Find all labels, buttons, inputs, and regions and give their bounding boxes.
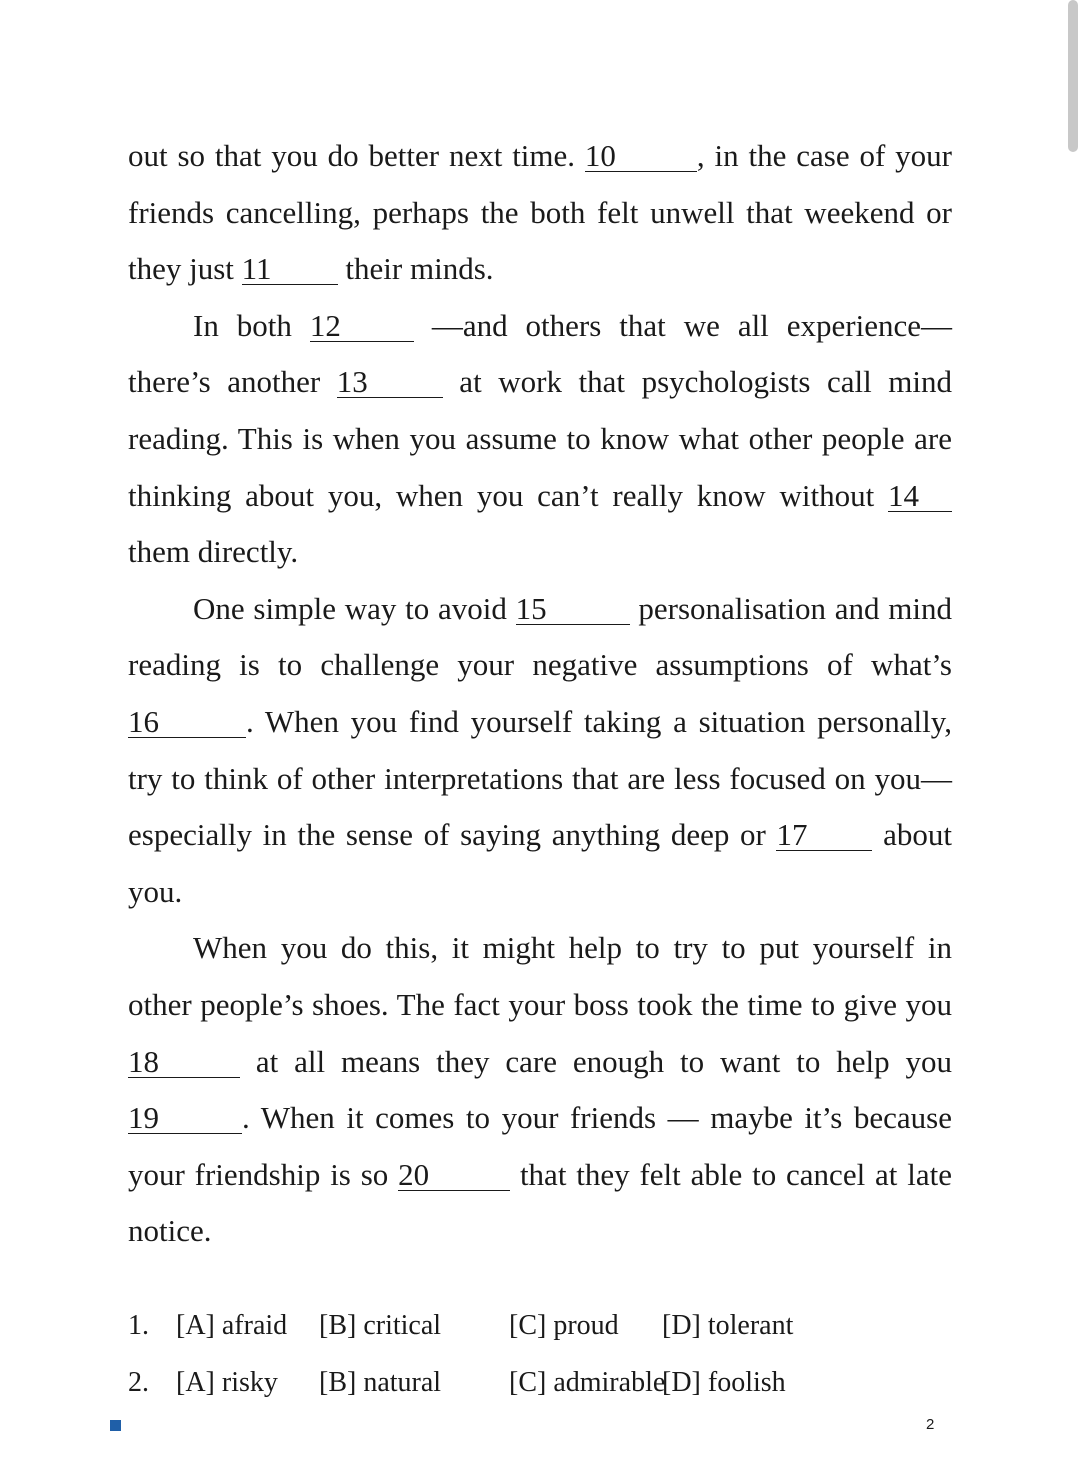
vertical-scrollbar[interactable] bbox=[1066, 0, 1080, 152]
text-run: their minds. bbox=[337, 251, 494, 287]
blank-20: 20 bbox=[398, 1160, 510, 1191]
blank-11: 11 bbox=[242, 254, 338, 285]
paragraph-2 bbox=[128, 298, 952, 581]
text-run: at all means they care enough to want to help you bbox=[240, 1043, 952, 1079]
option-a: [A] afraid bbox=[176, 1310, 288, 1341]
blank-15: 15 bbox=[516, 594, 630, 625]
question-number: 2. bbox=[128, 1366, 149, 1398]
text-run: . When you find yourself taking a situation personally, try to think of other interpretations that are less focused on you—especially in the sense of saying anything deep or bbox=[128, 703, 952, 853]
scrollbar-thumb[interactable] bbox=[1068, 0, 1078, 152]
option-b: [B] natural bbox=[319, 1366, 442, 1398]
blank-13: 13 bbox=[337, 367, 443, 398]
paragraph-4 bbox=[128, 920, 952, 1260]
option-c: [C] admirable bbox=[509, 1366, 666, 1398]
text-run: —and others that we all experience—there’s another bbox=[128, 307, 952, 400]
text-run: . When it comes to your friends — maybe it’s because your friendship is so bbox=[128, 1100, 952, 1192]
blank-10: 10 bbox=[585, 141, 697, 172]
paragraph-3 bbox=[128, 581, 952, 921]
blank-14: 14 bbox=[888, 481, 952, 512]
blank-12: 12 bbox=[310, 311, 414, 342]
text-run: , in the case of your friends cancelling, perhaps the both felt unwell that weekend or they just bbox=[128, 138, 952, 287]
text-run: When you do this, it might help to try to put yourself in other people’s shoes. The fact your boss took the time to give you bbox=[128, 930, 952, 1022]
question-number: 1. bbox=[128, 1310, 149, 1341]
blank-17: 17 bbox=[776, 820, 872, 851]
blank-18: 18 bbox=[128, 1047, 240, 1078]
text-run: at work that psychologists call mind reading. This is when you assume to know what other people are thinking about you, when you can’t really know without bbox=[128, 364, 952, 513]
passage bbox=[128, 128, 952, 1260]
option-d: [D] foolish bbox=[662, 1366, 786, 1398]
option-c: [C] proud bbox=[509, 1310, 619, 1341]
blank-19: 19 bbox=[128, 1103, 242, 1134]
blank-16: 16 bbox=[128, 707, 246, 738]
option-a: [A] risky bbox=[176, 1366, 278, 1398]
text-run: about you. bbox=[128, 817, 952, 909]
text-run: In both bbox=[193, 307, 310, 343]
text-run: personalisation and mind reading is to challenge your negative assumptions of what’s bbox=[128, 590, 952, 683]
text-run: them directly. bbox=[128, 534, 299, 570]
text-run: that they felt able to cancel at late notice. bbox=[128, 1156, 952, 1249]
text-run: One simple way to avoid bbox=[193, 590, 516, 626]
page-marker-icon bbox=[110, 1420, 121, 1431]
page-number: 2 bbox=[926, 1416, 935, 1433]
option-d: [D] tolerant bbox=[662, 1310, 794, 1341]
paragraph-1 bbox=[128, 128, 952, 298]
option-b: [B] critical bbox=[319, 1310, 442, 1341]
text-run: out so that you do better next time. bbox=[128, 138, 585, 173]
